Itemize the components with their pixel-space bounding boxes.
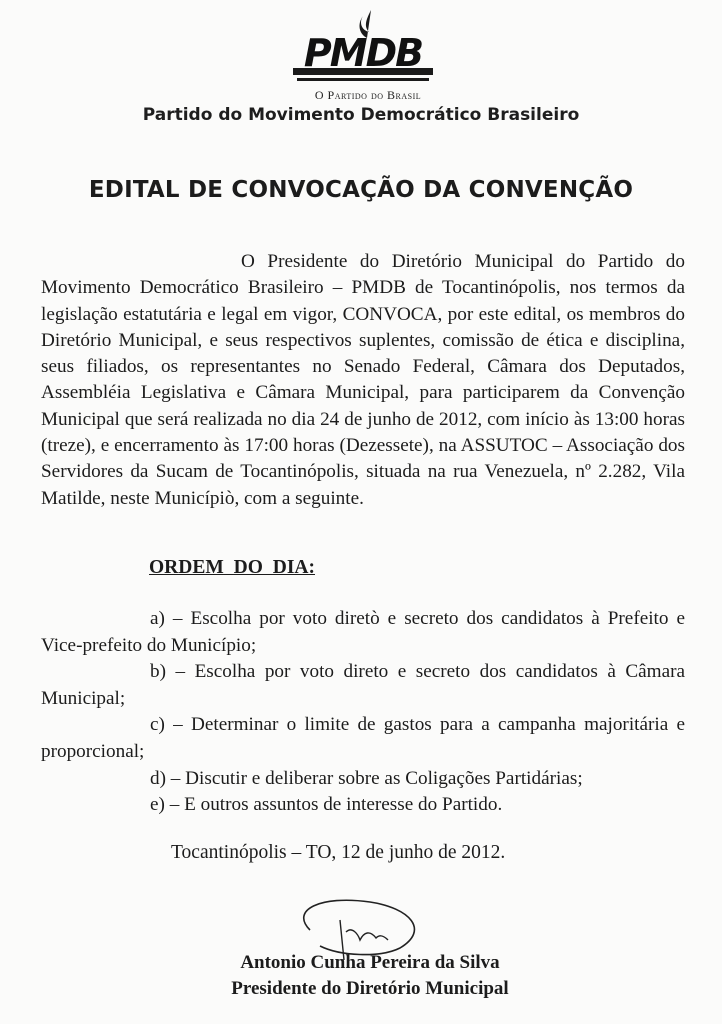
pmdb-logo [283,8,443,96]
signer-name: Antonio Cunha Pereira da Silva [240,952,500,973]
convocation-paragraph: O Presidente do Diretório Municipal do Partido do Movimento Democrático Brasileiro – PMDB de Tocantinópolis, nos termos da legislação estatutária e legal em vigor, CONVOCA, por este edital, os membros do Diretório Municipal, e seus respectivos suplentes, comissão de ética e disciplina, seus filiados, os representantes no Senado Federal, Câmara dos Deputados, Assembléia Legislativa e Câmara Municipal, para participarem da Convenção Municipal que será realizada no dia 24 de junho de 2012, com início às 13:00 horas (treze), e encerramento às 17:00 horas (Dezessete), na ASSUTOC – Associação dos Servidores da Sucam de Tocantinópolis, situada na rua Venezuela, nº 2.282, Vila Matilde, neste Municípiò, com a seguinte. [41,251,685,509]
date-line: Tocantinópolis – TO, 12 de junho de 2012. [171,842,506,863]
agenda-item: e) – E outros assuntos de interesse do Partido. [150,794,503,816]
signer-role: Presidente do Diretório Municipal [231,978,509,999]
agenda-item: d) – Discutir e deliberar sobre as Coligações Partidárias; [150,767,583,789]
signer-block [0,950,722,1002]
document-title: EDITAL DE CONVOCAÇÃO DA CONVENÇÃO [88,177,634,203]
agenda-item: a) – Escolha por voto diretò e secreto dos candidatos à Prefeito e Vice-prefeito do Município; [41,608,685,656]
agenda-list [41,606,685,819]
party-name: Partido do Movimento Democrático Brasileiro [142,105,580,125]
logo-wordmark: PMDB [303,31,423,75]
logo-subtitle: O Partido do Brasil [314,88,422,102]
agenda-item: b) – Escolha por voto direto e secreto dos candidatos à Câmara Municipal; [41,661,685,709]
agenda-item: c) – Determinar o limite de gastos para a campanha majoritária e proporcional; [41,714,685,762]
agenda-heading: ORDEM DO DIA: [149,557,315,578]
